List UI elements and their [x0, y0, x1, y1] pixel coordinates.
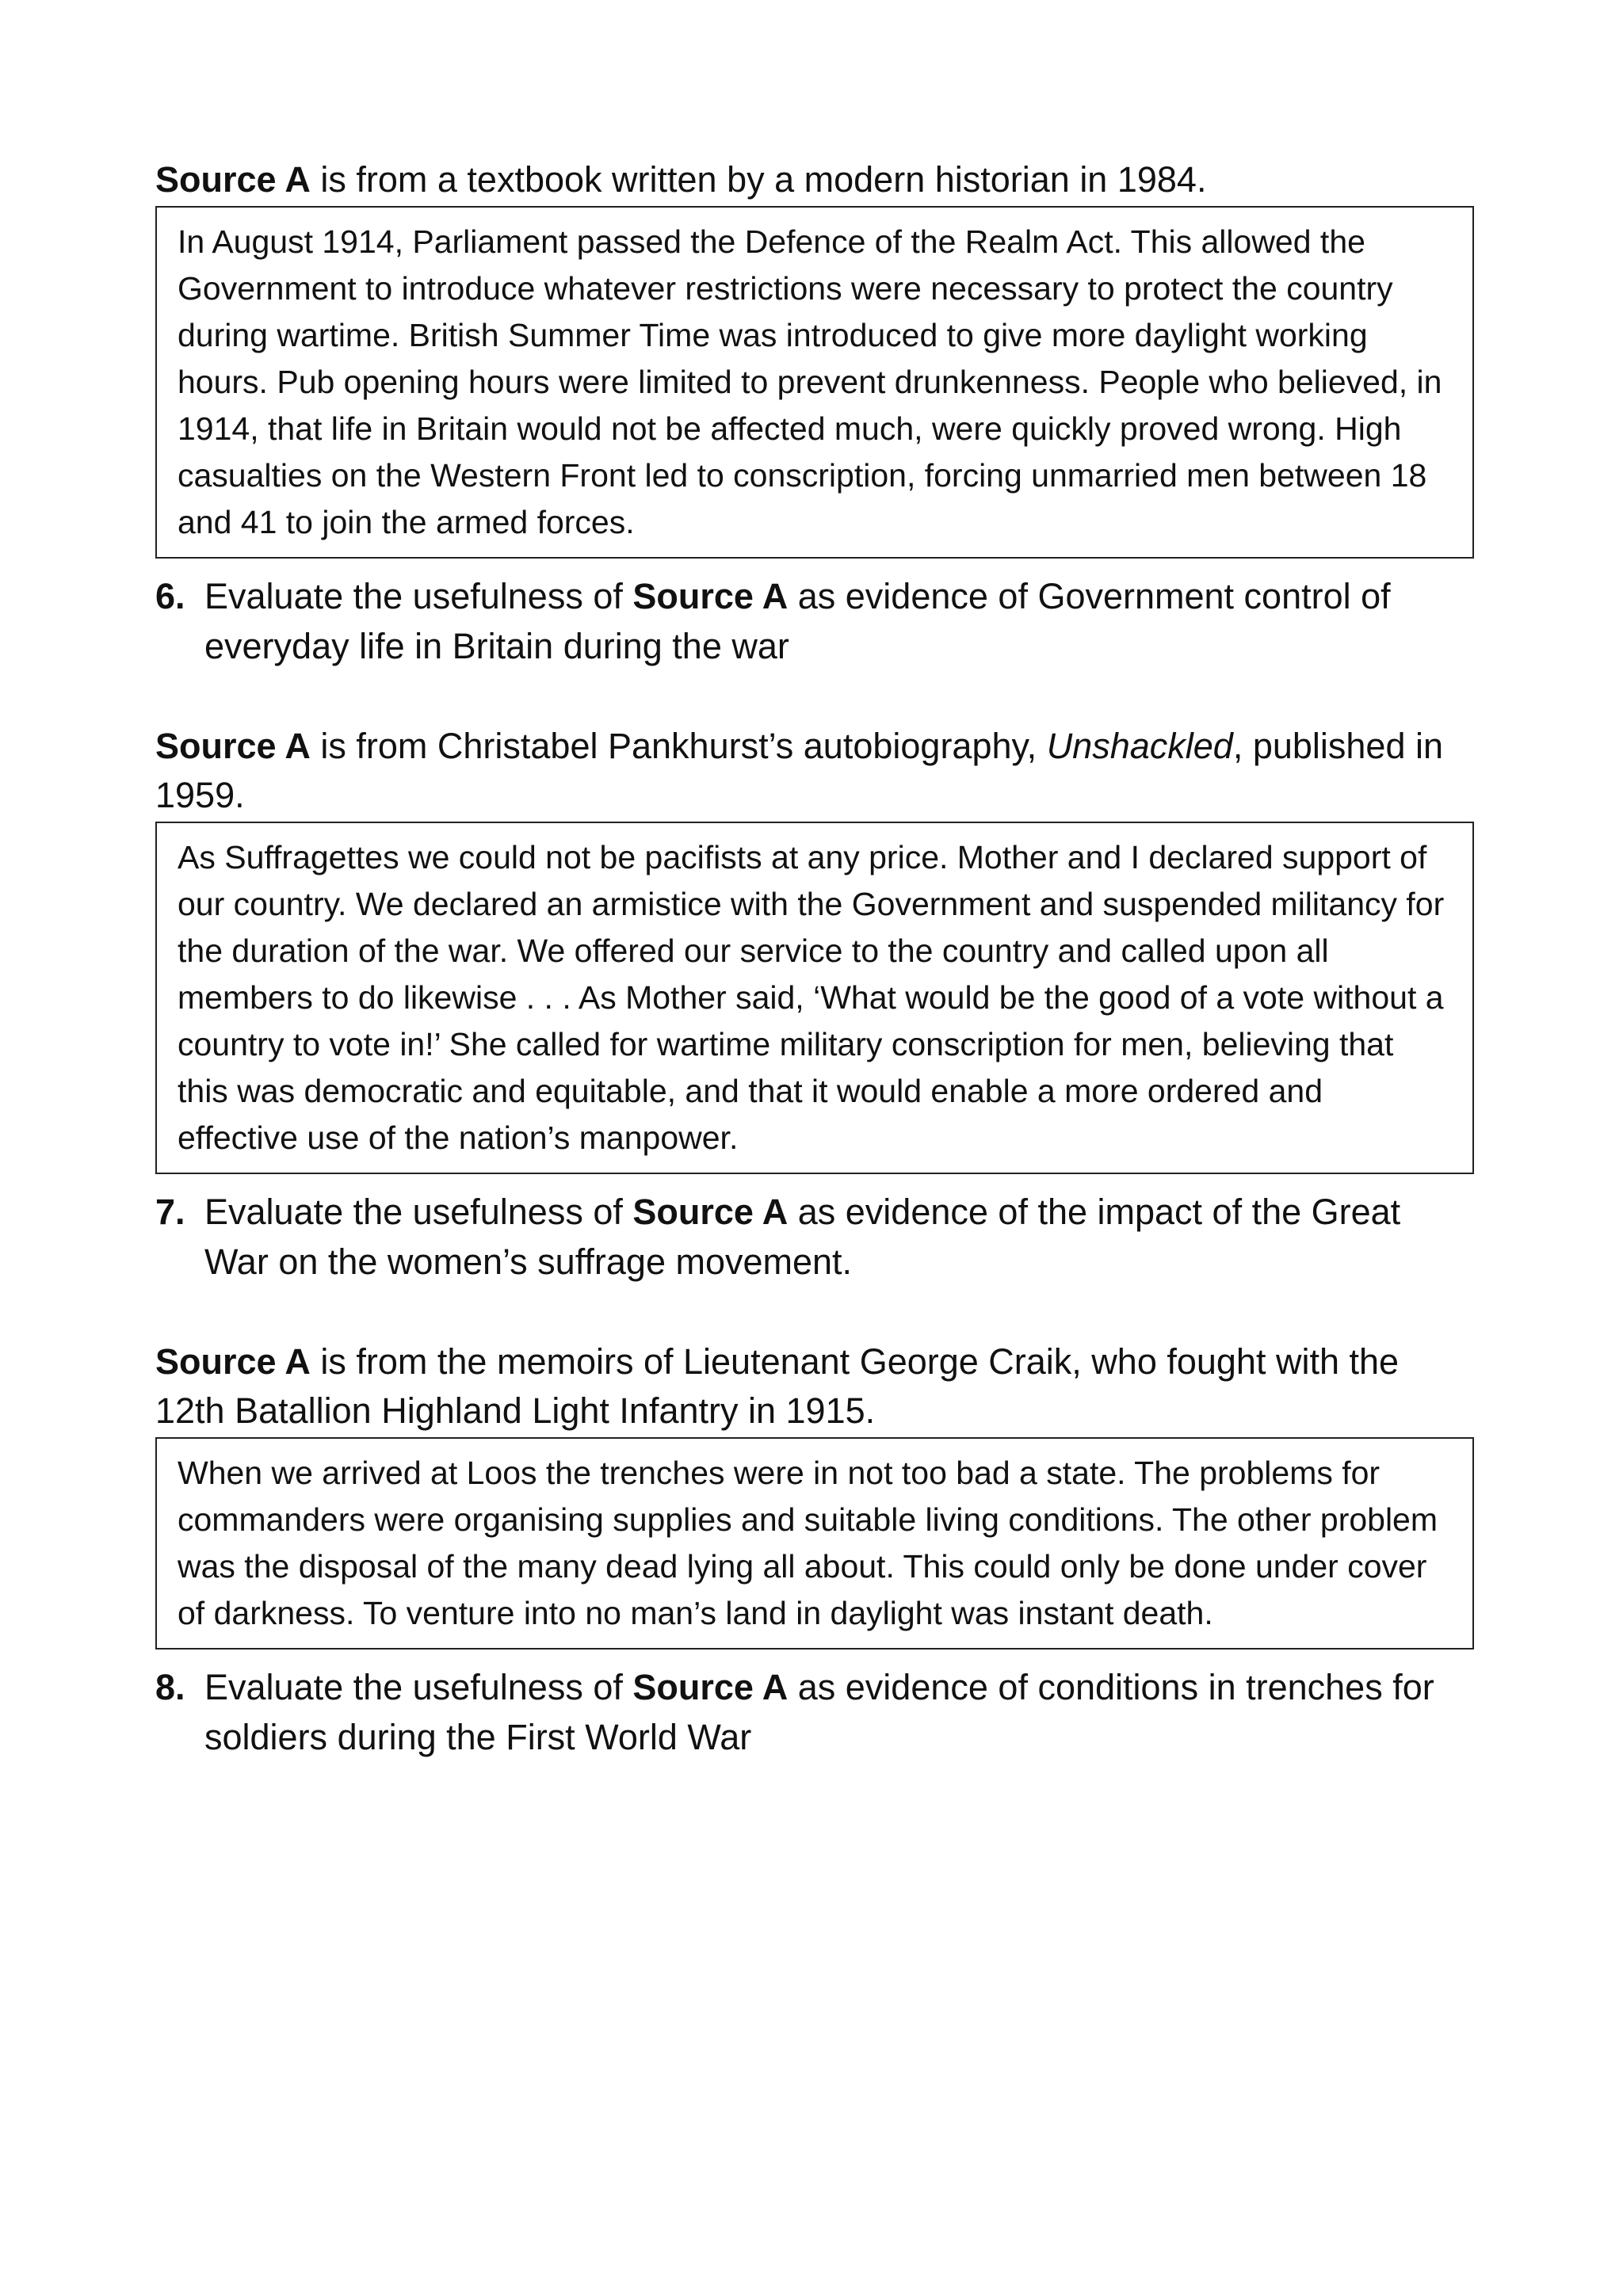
source-extract-box-3 [155, 1437, 1474, 1650]
book-title: Unshackled [1046, 726, 1233, 766]
source-section-3 [155, 1337, 1474, 1762]
question-source-label: Source A [632, 1192, 789, 1232]
source-section-1 [155, 155, 1474, 671]
source-intro-3 [155, 1337, 1474, 1436]
source-intro-text-end: , published in 1959. [155, 726, 1444, 815]
source-intro-2 [155, 722, 1474, 820]
question-number: 8. [155, 1667, 185, 1707]
source-label: Source A [155, 1341, 311, 1382]
worksheet-page [155, 155, 1474, 1762]
section-gap [155, 671, 1474, 722]
question-7 [155, 1187, 1474, 1287]
section-gap [155, 1287, 1474, 1337]
source-extract-text: As Suffragettes we could not be pacifists at any price. Mother and I declared support of our country. We declared an armistice with the Government and suspended militancy for the duration of the war. We offered our service to the country and called upon all members to do likewise . . . As Mother said, ‘What would be the good of a vote without a country to vote in!’ She called for wartime military conscription for men, believing that this was democratic and equitable, and that it would enable a more ordered and effective use of the nation’s manpower. [178, 839, 1445, 1156]
question-text-start: Evaluate the usefulness of [204, 576, 633, 616]
source-section-2 [155, 722, 1474, 1287]
question-number: 6. [155, 576, 185, 616]
source-intro-1 [155, 155, 1474, 204]
question-text-end: as evidence of the impact of the Great War on the women’s suffrage movement. [204, 1192, 1401, 1282]
source-extract-text: When we arrived at Loos the trenches were in not too bad a state. The problems for commanders were organising supplies and suitable living conditions. The other problem was the disposal of the many dead lying all about. This could only be done under cover of darkness. To venture into no man’s land in daylight was instant death. [178, 1455, 1438, 1631]
question-number: 7. [155, 1192, 185, 1232]
source-extract-text: In August 1914, Parliament passed the Defence of the Realm Act. This allowed the Government to introduce whatever restrictions were necessary to protect the country during wartime. British Summer Time was introduced to give more daylight working hours. Pub opening hours were limited to prevent drunkenness. People who believed, in 1914, that life in Britain would not be affected much, were quickly proved wrong. High casualties on the Western Front led to conscription, forcing unmarried men between 18 and 41 to join the armed forces. [178, 223, 1442, 540]
question-text-end: as evidence of Government control of everyday life in Britain during the war [204, 576, 1391, 666]
source-label: Source A [155, 726, 311, 766]
source-label: Source A [155, 159, 311, 200]
question-text-start: Evaluate the usefulness of [204, 1667, 633, 1707]
source-intro-text: is from a textbook written by a modern historian in 1984. [310, 159, 1207, 200]
source-extract-box-2 [155, 822, 1474, 1174]
question-text-start: Evaluate the usefulness of [204, 1192, 633, 1232]
source-extract-box-1 [155, 206, 1474, 559]
question-source-label: Source A [632, 576, 789, 616]
question-text-end: as evidence of conditions in trenches for soldiers during the First World War [204, 1667, 1434, 1757]
source-intro-text: is from Christabel Pankhurst’s autobiography, [310, 726, 1047, 766]
source-intro-text: is from the memoirs of Lieutenant George Craik, who fought with the 12th Batallion Highland Light Infantry in 1915. [155, 1341, 1400, 1431]
question-8 [155, 1662, 1474, 1762]
question-6 [155, 571, 1474, 671]
question-source-label: Source A [632, 1667, 789, 1707]
